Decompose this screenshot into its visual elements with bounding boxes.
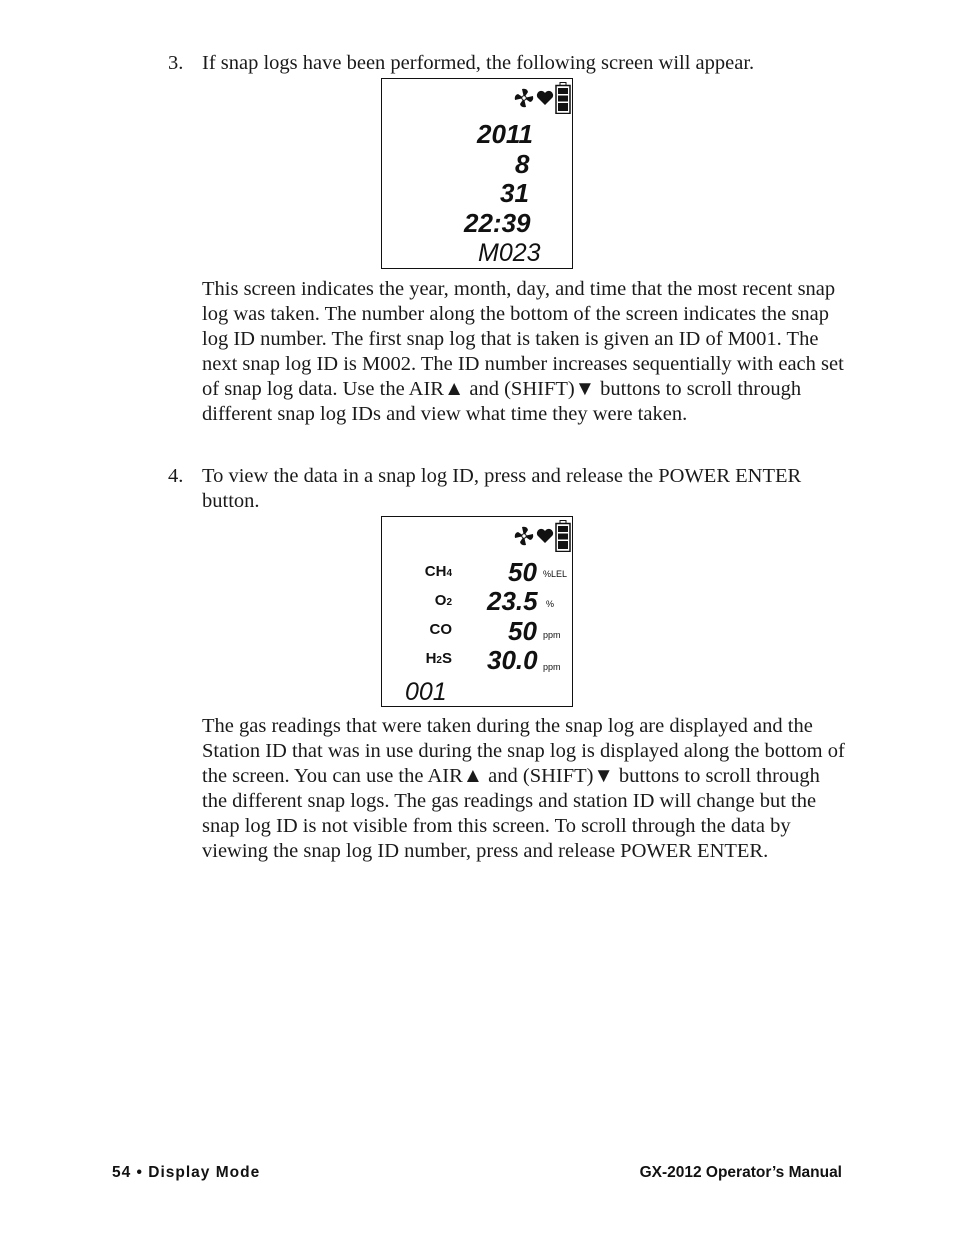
gas-label-o2: O2: [434, 592, 452, 609]
footer-page-section: 54 • Display Mode: [112, 1164, 261, 1181]
gas-label-h2s: H2S: [425, 650, 452, 667]
battery-icon: [555, 82, 571, 114]
gas-value-ch4: 50: [508, 557, 537, 587]
time-value: 22:39: [464, 208, 531, 238]
gas-unit-ch4: %LEL: [543, 569, 568, 579]
step-number: 3.: [168, 52, 184, 74]
gas-unit-o2: %: [546, 599, 555, 609]
gas-value-co: 50: [508, 616, 537, 646]
fan-icon: [513, 87, 535, 109]
footer-manual-title: GX-2012 Operator’s Manual: [639, 1164, 842, 1181]
gas-unit-h2s: ppm: [543, 662, 561, 672]
step-text: To view the data in a snap log ID, press and release the POWER ENTER button.: [202, 465, 802, 512]
status-icons: [513, 519, 571, 553]
gas-label-co: CO: [429, 621, 452, 638]
heart-icon: [536, 528, 554, 544]
snap-log-datetime-screen: [381, 78, 573, 269]
gas-value-h2s: 30.0: [487, 645, 538, 675]
month-value: 8: [515, 149, 530, 179]
step-number: 4.: [168, 465, 184, 487]
heart-icon: [536, 90, 554, 106]
gas-value-o2: 23.5: [487, 586, 538, 616]
snap-log-readings-screen: [381, 516, 573, 707]
gas-unit-co: ppm: [543, 630, 561, 640]
fan-icon: [513, 525, 535, 547]
year-value: 2011: [477, 119, 533, 149]
status-icons: [513, 81, 571, 115]
paragraph-screen-description: This screen indicates the year, month, day, and time that the most recent snap log was taken. The number along the bottom of the screen indicates the snap log ID number. The first snap log that is taken is given an ID of M001. The next snap log ID is M002. The ID number increases sequentially with each set of snap log data. Use the AIR▲ and (SHIFT)▼ buttons to scroll through different snap log IDs and view what time they were taken.: [202, 278, 844, 425]
battery-icon: [555, 520, 571, 552]
paragraph-readings-description: The gas readings that were taken during the snap log are displayed and the Station ID that was in use during the snap log is displayed along the bottom of the screen. You can use the AIR▲ and (SHIFT)▼ buttons to scroll through the different snap logs. The gas readings and station ID will change but the snap log ID is not visible from this screen. To scroll through the data by viewing the snap log ID number, press and release POWER ENTER.: [202, 715, 845, 862]
step-text: If snap logs have been performed, the following screen will appear.: [202, 52, 755, 74]
day-value: 31: [500, 178, 529, 208]
snap-log-id: M023: [478, 239, 541, 267]
station-id: 001: [405, 678, 447, 706]
gas-label-ch4: CH4: [424, 563, 452, 580]
